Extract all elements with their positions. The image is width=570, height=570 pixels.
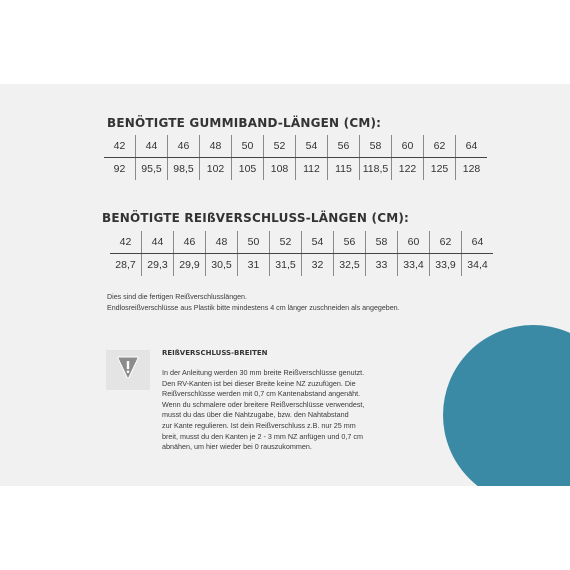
zipper-notes [107, 292, 400, 313]
size-cell: 52 [270, 231, 302, 254]
size-cell: 48 [206, 231, 238, 254]
size-cell: 56 [334, 231, 366, 254]
note-line: Endlosreißverschlüsse aus Plastik bitte mindestens 4 cm länger zuschneiden als angegeben. [107, 303, 400, 312]
length-cell: 29,3 [142, 254, 174, 277]
size-cell: 56 [328, 135, 360, 158]
size-cell: 62 [430, 231, 462, 254]
length-cell: 33,9 [430, 254, 462, 277]
info-line: abnähen, um hier wieder bei 0 rauszukommen. [162, 442, 312, 452]
length-cell: 31,5 [270, 254, 302, 277]
length-cell: 33,4 [398, 254, 430, 277]
size-cell: 44 [136, 135, 168, 158]
warning-icon-box [106, 350, 150, 390]
size-cell: 64 [456, 135, 488, 158]
size-cell: 42 [104, 135, 136, 158]
length-cell: 32,5 [334, 254, 366, 277]
size-cell: 48 [200, 135, 232, 158]
length-cell: 33 [366, 254, 398, 277]
info-line: Den RV-Kanten ist bei dieser Breite keine NZ zuzufügen. Die [162, 378, 356, 388]
length-row [110, 254, 493, 277]
size-row [104, 135, 487, 158]
length-cell: 122 [392, 158, 424, 181]
length-cell: 30,5 [206, 254, 238, 277]
info-line: Reißverschlüsse werden mit 0,7 cm Kantenabstand angenäht. [162, 389, 361, 399]
length-cell: 118,5 [360, 158, 392, 181]
length-cell: 92 [113, 163, 126, 175]
size-cell: 42 [110, 231, 142, 254]
zipper-widths-heading: REIßVERSCHLUSS-BREITEN [162, 349, 268, 357]
length-cell: 31 [238, 254, 270, 277]
length-cell: 102 [200, 158, 232, 181]
size-row [110, 231, 493, 254]
warning-icon [106, 350, 150, 390]
length-cell: 98,5 [168, 158, 200, 181]
size-cell: 50 [238, 231, 270, 254]
length-cell: 32 [302, 254, 334, 277]
zipper-lengths-table [110, 231, 493, 276]
info-line: Wenn du schmalere oder breitere Reißverschlüsse verwendest, [162, 399, 365, 409]
length-cell: 125 [424, 158, 456, 181]
length-cell: 115 [328, 158, 360, 181]
size-cell: 58 [360, 135, 392, 158]
length-cell: 108 [264, 158, 296, 181]
size-cell: 46 [168, 135, 200, 158]
note-line: Dies sind die fertigen Reißverschlusslängen. [107, 293, 247, 301]
length-cell: 29,9 [174, 254, 206, 277]
size-cell: 50 [232, 135, 264, 158]
elastic-lengths-table [104, 135, 487, 180]
size-cell: 52 [264, 135, 296, 158]
length-cell: 28,7 [115, 259, 136, 271]
length-cell: 95,5 [136, 158, 168, 181]
info-line: musst du das über die Nahtzugabe, bzw. den Nahtabstand [162, 410, 349, 420]
size-cell: 44 [142, 231, 174, 254]
instruction-page [0, 84, 570, 486]
length-cell: 128 [456, 158, 488, 181]
length-cell: 34,4 [462, 254, 494, 277]
info-line: In der Anleitung werden 30 mm breite Reißverschlüsse genutzt. [162, 368, 365, 377]
size-cell: 64 [462, 231, 494, 254]
length-row [104, 158, 487, 181]
length-cell: 112 [296, 158, 328, 181]
elastic-lengths-title: BENÖTIGTE GUMMIBAND-LÄNGEN (CM): [107, 116, 382, 130]
decorative-circle [443, 325, 570, 486]
size-cell: 54 [296, 135, 328, 158]
size-cell: 60 [398, 231, 430, 254]
zipper-lengths-title: BENÖTIGTE REIßVERSCHLUSS-LÄNGEN (CM): [102, 211, 410, 225]
zipper-widths-text [162, 368, 364, 453]
length-cell: 105 [232, 158, 264, 181]
size-cell: 54 [302, 231, 334, 254]
size-cell: 60 [392, 135, 424, 158]
info-line: breit, musst du den Kanten je 2 - 3 mm NZ anfügen und 0,7 cm [162, 431, 363, 441]
info-line: zur Kante regulieren. Ist dein Reißverschluss z.B. nur 25 mm [162, 420, 356, 430]
size-cell: 58 [366, 231, 398, 254]
size-cell: 62 [424, 135, 456, 158]
size-cell: 46 [174, 231, 206, 254]
